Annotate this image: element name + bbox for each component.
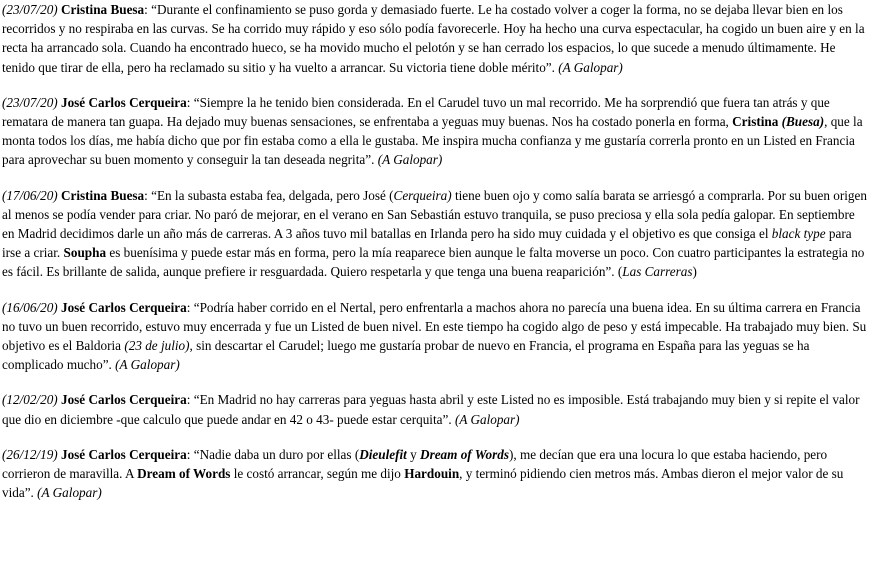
quote-text: “Podría haber corrido en el Nertal, pero enfrentarla a machos ahora no parecía una buena idea. En su última carrera en Francia no tuvo un buen recorrido, estuvo muy encerrada y fue un Listed de buen nivel. En este tiempo ha cogido algo de peso y está impecable. Ha trabajado muy bien. Su objetivo es el Baldoria — [2, 299, 867, 354]
quote-text: , que la monta todos los días, me había dicho que por fin estaba como a ella le gustaba. Me inspira mucha confianza y me gustaría correrla pronto en un Listed en Francia para aprovechar su buen momento y conseguir la tan deseada negrita”. — [2, 114, 863, 168]
quotes-document — [2, 0, 868, 502]
quote-speaker: Cristina Buesa — [60, 2, 145, 17]
quote-date: (16/06/20) — [2, 299, 58, 315]
quote-text: tiene buen ojo y como salía barata se arriesgó a comprarla. Por su buen origen al menos se podía vender para criar. No paró de mejorar, en el verano en San Sebastián estuvo tranquila, se puso preciosa y ella sola pedía galopar. En septiembre en Madrid decidimos darle un año más de carreras. A 3 años tuvo mil batallas en Irlanda pero ha sido muy cuidada y el objetivo es que consiga el — [2, 187, 867, 242]
quote-emphasis: Cerqueira) — [393, 187, 452, 203]
quote-text: , sin descartar el Carudel; luego me gustaría probar de nuevo en Francia, el programa en España para las yeguas se ha complicado mucho”. — [2, 338, 810, 373]
quote-paragraph: (23/07/20) Cristina Buesa: “Durante el confinamiento se puso gorda y demasiado fuerte. Le ha costado volver a coger la forma, no se dejaba llevar bien en los recorridos y no respiraba en las curvas. Se ha corrido muy rápido y eso sólo podía favorecerle. Hoy ha hecho una curva espectacular, ha cogido un buen aire y en la recta ha arrancado sola. Cuando ha encontrado hueco, se ha movido mucho el pelotón y se han cerrado los espacios, lo que sucede a menudo últimamente. He tenido que tirar de ella, pero ha reclamado su sitio y ha vuelto a arrancar. Su victoria tiene doble mérito”. (A Galopar) — [2, 2, 865, 75]
quote-emphasis: Las Carreras — [622, 264, 693, 280]
quote-text: ), me decían que era una locura lo que estaba haciendo, pero corrieron de maravilla. A — [2, 446, 828, 482]
quote-emphasis: Dream of Words — [137, 466, 231, 482]
quote-speaker: José Carlos Cerqueira — [60, 299, 187, 315]
quote-emphasis: Hardouin — [404, 466, 460, 482]
quote-emphasis: black type — [771, 226, 826, 242]
quote-date: (23/07/20) — [2, 2, 58, 17]
quote-paragraph: (17/06/20) Cristina Buesa: “En la subasta estaba fea, delgada, pero José (Cerqueira) tiene buen ojo y como salía barata se arriesgó a comprarla. Por su buen origen al menos se podía vender para criar. No paró de mejorar, en el verano en San Sebastián estuvo tranquila, se puso preciosa y ella sola pedía galopar. En septiembre en Madrid decidimos darle un año más de carreras. A 3 años tuvo mil batallas en Irlanda pero ha sido muy cuidada y el objetivo es que consiga el black type para irse a criar. Soupha es buenísima y puede estar más en forma, pero la mía reaparece bien aunque le falta moverse un poco. Con cuatro participantes la estrategia no es fácil. Es brillante de salida, aunque prefiere ir resguardada. Quiero respetarla y que tenga una buena reaparición”. (Las Carreras) — [2, 187, 867, 280]
quote-source: (A Galopar) — [377, 152, 443, 168]
quote-emphasis: Soupha — [63, 245, 107, 261]
quote-emphasis: Dieulefit — [359, 446, 407, 462]
quote-text: ) — [692, 264, 697, 280]
quote-emphasis: Cristina — [732, 114, 779, 130]
quote-text: , y terminó pidiendo cien metros más. Ambas dieron el mejor valor de su vida”. — [2, 466, 844, 501]
quote-emphasis: (Buesa) — [781, 114, 825, 130]
quote-paragraph: (23/07/20) José Carlos Cerqueira: “Siempre la he tenido bien considerada. En el Carudel tuvo un mal recorrido. Me ha sorprendió que fuera tan atrás y que rematara de manera tan guapa. Ha dejado muy buenas sensaciones, se enfrentaba a yeguas muy buenas. Nos ha costado ponerla en forma, Cristina (Buesa), que la monta todos los días, me había dicho que por fin estaba como a ella le gustaba. Me inspira mucha confianza y me gustaría correrla pronto en un Listed en Francia para aprovechar su buen momento y conseguir la tan deseada negrita”. (A Galopar) — [2, 94, 863, 168]
quote-emphasis: Dream of Words — [420, 446, 509, 462]
quote-date: (12/02/20) — [2, 392, 58, 408]
quote-source: (A Galopar) — [115, 357, 180, 373]
quote-source: (A Galopar) — [454, 411, 520, 427]
quote-date: (17/06/20) — [2, 187, 58, 203]
quote-speaker: José Carlos Cerqueira — [60, 94, 187, 110]
quote-text: para irse a criar. — [2, 226, 852, 261]
quote-date: (26/12/19) — [2, 446, 58, 462]
quote-paragraph: (16/06/20) José Carlos Cerqueira: “Podría haber corrido en el Nertal, pero enfrentarla a machos ahora no parecía una buena idea. En su última carrera en Francia no tuvo un buen recorrido, estuvo muy encerrada y fue un Listed de buen nivel. En este tiempo ha cogido algo de peso y está impecable. Ha trabajado muy bien. Su objetivo es el Baldoria (23 de julio), sin descartar el Carudel; luego me gustaría probar de nuevo en Francia, el programa en España para las yeguas se ha complicado mucho”. (A Galopar) — [2, 299, 867, 373]
quote-text: “Nadie daba un duro por ellas ( — [193, 446, 360, 462]
quote-emphasis: (23 de julio) — [124, 338, 190, 354]
quote-text: “En Madrid no hay carreras para yeguas hasta abril y este Listed no es imposible. Está trabajando muy bien y si repite el valor que dio en diciembre -que calculo que puede andar en 42 o 43- puede estar cerquita”. — [2, 392, 860, 427]
quote-text: y — [406, 446, 421, 462]
quote-paragraph: (26/12/19) José Carlos Cerqueira: “Nadie daba un duro por ellas (Dieulefit y Dream of Words), me decían que era una locura lo que estaba haciendo, pero corrieron de maravilla. A Dream of Words le costó arrancar, según me dijo Hardouin, y terminó pidiendo cien metros más. Ambas dieron el mejor valor de su vida”. (A Galopar) — [2, 446, 844, 501]
quote-speaker: Cristina Buesa — [60, 187, 145, 203]
quote-speaker: José Carlos Cerqueira — [60, 392, 187, 408]
quote-source: (A Galopar) — [558, 59, 623, 75]
quote-text: “Durante el confinamiento se puso gorda y demasiado fuerte. Le ha costado volver a coger la forma, no se dejaba llevar bien en los recorridos y no respiraba en las curvas. Se ha corrido muy rápido y eso sólo podía favorecerle. Hoy ha hecho una curva espectacular, ha cogido un buen aire y en la recta ha arrancado sola. Cuando ha encontrado hueco, se ha movido mucho el pelotón y se han cerrado los espacios, lo que sucede a menudo últimamente. He tenido que tirar de ella, pero ha reclamado su sitio y ha vuelto a arrancar. Su victoria tiene doble mérito”. — [2, 2, 865, 75]
quote-text: le costó arrancar, según me dijo — [230, 466, 405, 482]
quote-source: (A Galopar) — [37, 485, 102, 501]
quote-text: es buenísima y puede estar más en forma, pero la mía reaparece bien aunque le falta moverse un poco. Con cuatro participantes la estrategia no es fácil. Es brillante de salida, aunque prefiere ir resguardada. Quiero respetarla y que tenga una buena reaparición”. ( — [2, 245, 865, 280]
quote-text: “En la subasta estaba fea, delgada, pero José ( — [151, 187, 394, 203]
quote-text: “Siempre la he tenido bien considerada. En el Carudel tuvo un mal recorrido. Me ha sorprendió que fuera tan atrás y que rematara de manera tan guapa. Ha dejado muy buenas sensaciones, se enfrentaba a yeguas muy buenas. Nos ha costado ponerla en forma, — [2, 94, 830, 130]
quote-paragraph: (12/02/20) José Carlos Cerqueira: “En Madrid no hay carreras para yeguas hasta abril y este Listed no es imposible. Está trabajando muy bien y si repite el valor que dio en diciembre -que calculo que puede andar en 42 o 43- puede estar cerquita”. (A Galopar) — [2, 392, 860, 427]
quote-speaker: José Carlos Cerqueira — [60, 446, 187, 462]
quote-date: (23/07/20) — [2, 94, 58, 110]
